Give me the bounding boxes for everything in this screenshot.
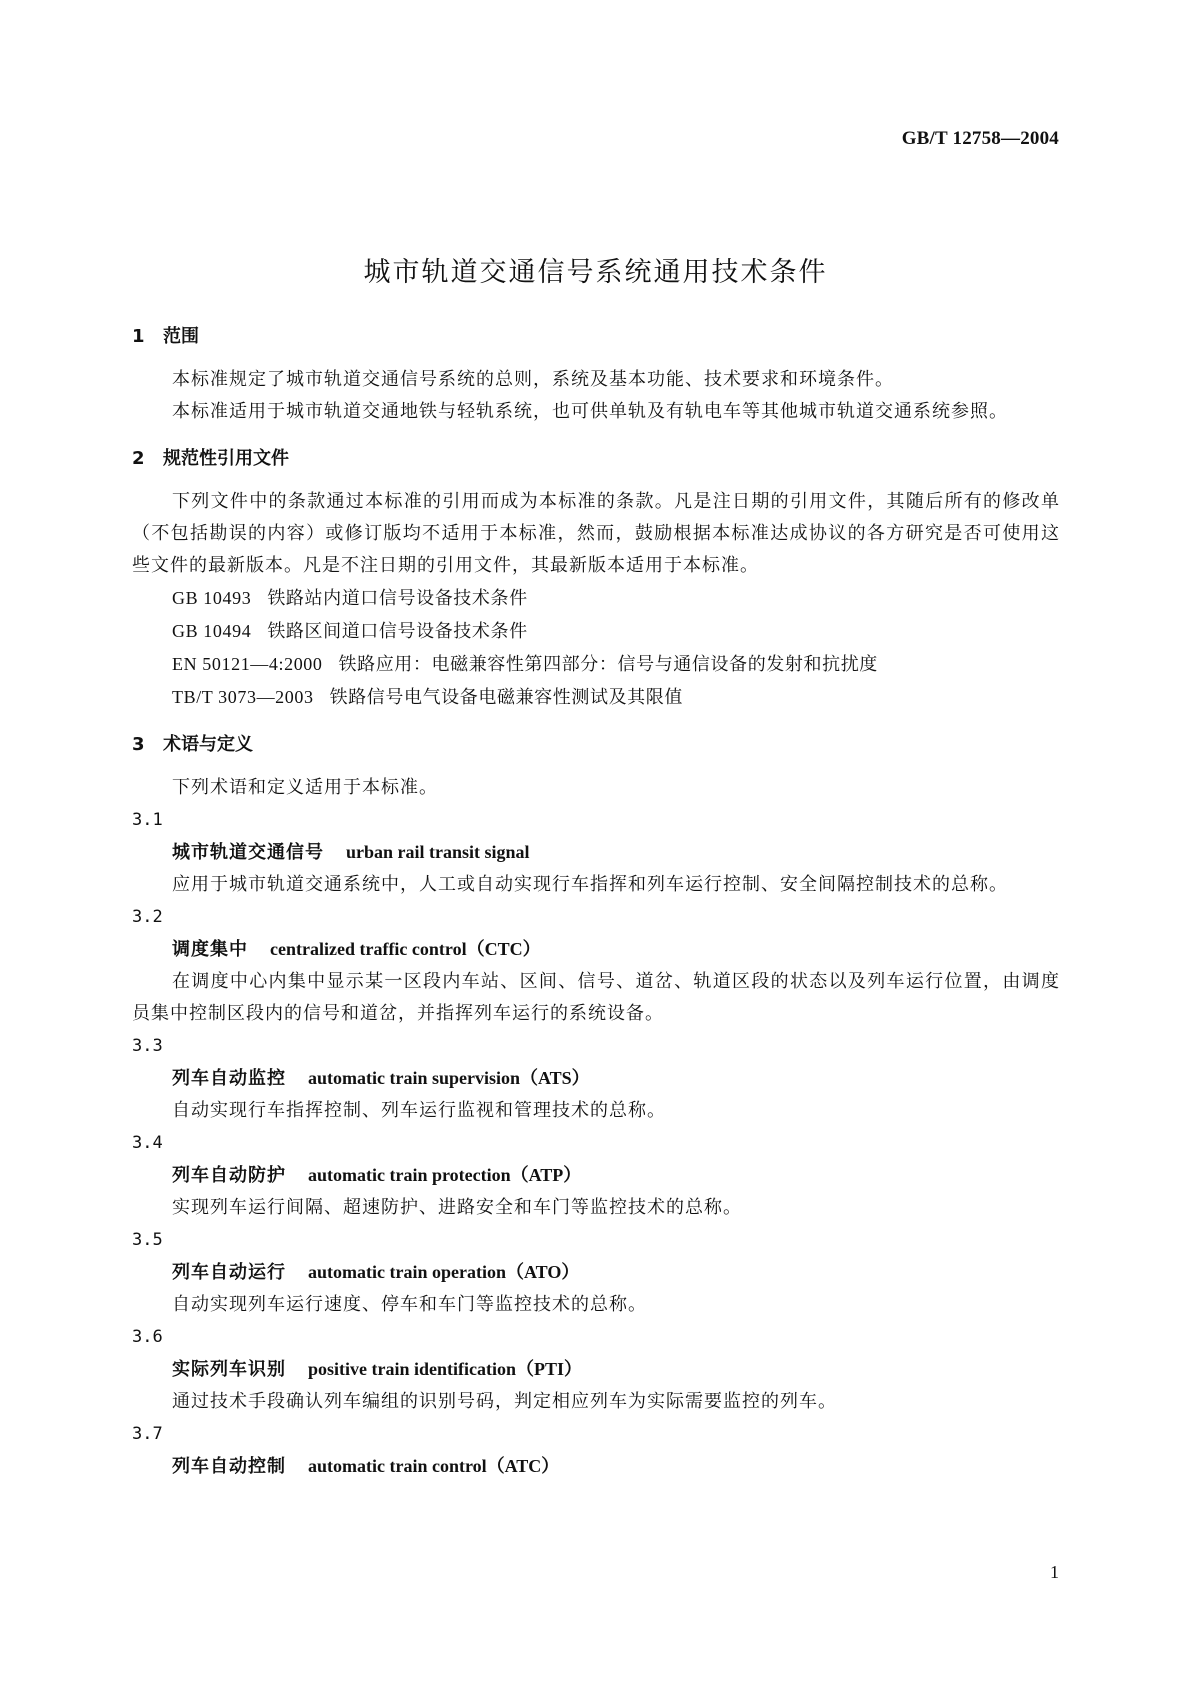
clause-number: 3.1 — [132, 810, 163, 830]
term-english: automatic train operation（ATO） — [308, 1262, 580, 1282]
term-chinese: 列车自动控制 — [172, 1456, 286, 1477]
term-definition: 在调度中心内集中显示某一区段内车站、区间、信号、道岔、轨道区段的状态以及列车运行位置，由调度员集中控制区段内的信号和道岔，并指挥列车运行的系统设备。 — [132, 971, 1060, 1024]
term-english: automatic train protection（ATP） — [308, 1165, 582, 1185]
term-definition: 应用于城市轨道交通系统中，人工或自动实现行车指挥和列车运行控制、安全间隔控制技术的总称。 — [172, 874, 1008, 895]
term-definition: 通过技术手段确认列车编组的识别号码，判定相应列车为实际需要监控的列车。 — [172, 1391, 837, 1412]
clause-number: 3.2 — [132, 907, 163, 927]
section-number: 2 — [132, 448, 145, 469]
spacer — [132, 760, 1060, 772]
term-heading — [132, 836, 1060, 869]
reference-code: EN 50121—4:2000 — [172, 654, 323, 674]
page-number: 1 — [1050, 1562, 1059, 1582]
term-definition: 自动实现行车指挥控制、列车运行监视和管理技术的总称。 — [172, 1100, 666, 1121]
paragraph: 下列术语和定义适用于本标准。 — [172, 777, 438, 798]
term-english: automatic train control（ATC） — [308, 1456, 560, 1476]
paragraph: 本标准适用于城市轨道交通地铁与轻轨系统，也可供单轨及有轨电车等其他城市轨道交通系统参照。 — [172, 401, 1008, 422]
term-definition: 自动实现列车运行速度、停车和车门等监控技术的总称。 — [172, 1294, 647, 1315]
reference-item — [132, 615, 1060, 648]
spacer — [132, 474, 1060, 486]
reference-code: GB 10494 — [172, 621, 252, 641]
clause-number: 3.3 — [132, 1036, 163, 1056]
reference-code: TB/T 3073—2003 — [172, 687, 314, 707]
term-definition: 实现列车运行间隔、超速防护、进路安全和车门等监控技术的总称。 — [172, 1197, 742, 1218]
reference-title: 铁路信号电气设备电磁兼容性测试及其限值 — [329, 687, 683, 708]
clause-number: 3.6 — [132, 1327, 163, 1347]
term-heading — [132, 933, 1060, 966]
term-chinese: 实际列车识别 — [172, 1359, 286, 1380]
term-heading — [132, 1159, 1060, 1192]
section-title: 规范性引用文件 — [163, 448, 289, 469]
reference-item — [132, 681, 1060, 714]
section-heading-terms-definitions — [132, 730, 1060, 760]
clause-number: 3.5 — [132, 1230, 163, 1250]
paragraph: 本标准规定了城市轨道交通信号系统的总则，系统及基本功能、技术要求和环境条件。 — [172, 369, 894, 390]
term-english: urban rail transit signal — [346, 842, 530, 862]
reference-title: 铁路应用：电磁兼容性第四部分：信号与通信设备的发射和抗扰度 — [338, 654, 878, 675]
section-number: 1 — [132, 326, 145, 347]
standard-code: GB/T 12758—2004 — [901, 128, 1059, 149]
spacer — [132, 428, 1060, 444]
section-number: 3 — [132, 734, 145, 755]
term-heading — [132, 1450, 1060, 1483]
term-english: automatic train supervision（ATS） — [308, 1068, 590, 1088]
section-title: 范围 — [163, 326, 199, 347]
section-heading-normative-references — [132, 444, 1060, 474]
term-chinese: 列车自动运行 — [172, 1262, 286, 1283]
term-chinese: 城市轨道交通信号 — [172, 842, 324, 863]
term-heading — [132, 1062, 1060, 1095]
term-heading — [132, 1256, 1060, 1289]
spacer — [132, 352, 1060, 364]
section-heading-scope — [132, 322, 1060, 352]
paragraph: 下列文件中的条款通过本标准的引用而成为本标准的条款。凡是注日期的引用文件，其随后所有的修改单（不包括勘误的内容）或修订版均不适用于本标准，然而，鼓励根据本标准达成协议的各方研究是否可使用这些文件的最新版本。凡是不注日期的引用文件，其最新版本适用于本标准。 — [132, 491, 1060, 576]
reference-title: 铁路区间道口信号设备技术条件 — [267, 621, 528, 642]
document-title: 城市轨道交通信号系统通用技术条件 — [363, 257, 828, 289]
document-body — [132, 322, 1060, 1483]
reference-code: GB 10493 — [172, 588, 252, 608]
term-chinese: 调度集中 — [172, 939, 248, 960]
reference-item — [132, 648, 1060, 681]
term-english: positive train identification（PTI） — [308, 1359, 582, 1379]
reference-title: 铁路站内道口信号设备技术条件 — [267, 588, 528, 609]
term-english: centralized traffic control（CTC） — [270, 939, 541, 959]
clause-number: 3.7 — [132, 1424, 163, 1444]
term-chinese: 列车自动防护 — [172, 1165, 286, 1186]
term-heading — [132, 1353, 1060, 1386]
term-chinese: 列车自动监控 — [172, 1068, 286, 1089]
reference-item — [132, 582, 1060, 615]
clause-number: 3.4 — [132, 1133, 163, 1153]
spacer — [132, 714, 1060, 730]
section-title: 术语与定义 — [163, 734, 253, 755]
